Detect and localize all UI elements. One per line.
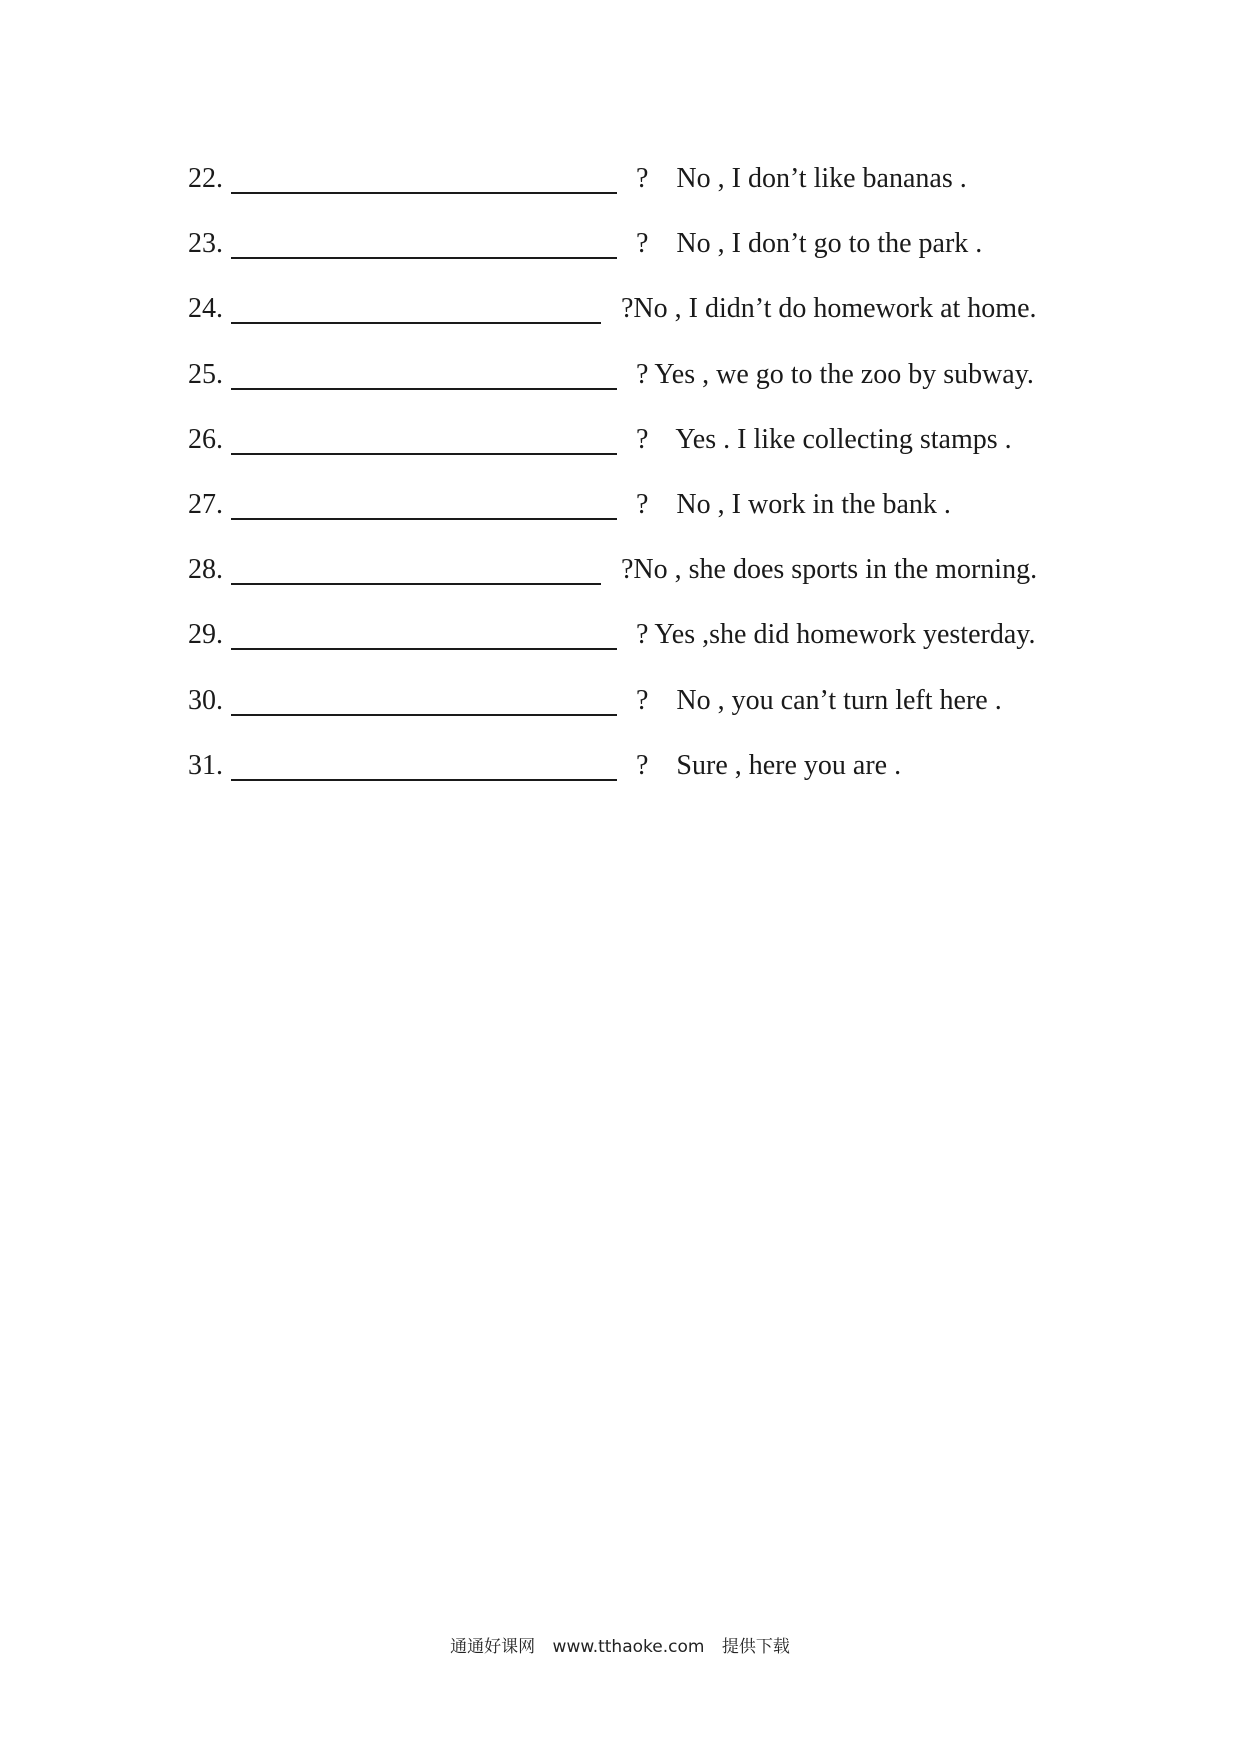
answer-blank[interactable]: [231, 192, 617, 194]
response-text: ? No , I don’t go to the park .: [636, 228, 983, 260]
question-number: 26.: [188, 423, 223, 455]
page-footer: [0, 1632, 1240, 1657]
answer-blank[interactable]: [231, 322, 601, 324]
response-text: ?No , I didn’t do homework at home.: [621, 293, 1037, 325]
answer-blank[interactable]: [231, 648, 617, 650]
answer-blank[interactable]: [231, 583, 601, 585]
question-number: 22.: [188, 163, 223, 194]
question-row: [188, 684, 1088, 749]
question-row: [188, 162, 1088, 227]
footer-site-name: 通通好课网: [450, 1637, 536, 1657]
question-row: [188, 553, 1088, 618]
response-text: ? Sure , here you are .: [636, 749, 902, 781]
response-text: ? No , I work in the bank .: [636, 488, 951, 520]
answer-blank[interactable]: [231, 453, 617, 455]
question-number: 24.: [188, 293, 223, 325]
question-row: [188, 749, 1088, 814]
question-number: 25.: [188, 358, 223, 390]
question-number: 31.: [188, 749, 223, 781]
question-number: 27.: [188, 488, 223, 520]
answer-blank[interactable]: [231, 257, 617, 259]
question-number: 28.: [188, 554, 223, 586]
question-number: 23.: [188, 228, 223, 260]
question-number: 30.: [188, 684, 223, 716]
question-row: [188, 292, 1088, 357]
answer-blank[interactable]: [231, 779, 617, 781]
response-text: ? No , you can’t turn left here .: [636, 684, 1002, 716]
question-row: [188, 618, 1088, 683]
question-row: [188, 488, 1088, 553]
question-row: [188, 423, 1088, 488]
response-text: ? Yes ,she did homework yesterday.: [636, 619, 1036, 651]
response-text: ? Yes , we go to the zoo by subway.: [636, 358, 1034, 390]
question-number: 29.: [188, 619, 223, 651]
question-list: [188, 162, 1088, 814]
response-text: ? Yes . I like collecting stamps .: [636, 423, 1012, 455]
response-text: ? No , I don’t like bananas .: [636, 163, 967, 194]
answer-blank[interactable]: [231, 714, 617, 716]
response-text: ?No , she does sports in the morning.: [621, 554, 1038, 586]
footer-note: 提供下载: [721, 1637, 790, 1657]
question-row: [188, 358, 1088, 423]
footer-url[interactable]: www.tthaoke.com: [552, 1637, 705, 1657]
question-row: [188, 227, 1088, 292]
answer-blank[interactable]: [231, 388, 617, 390]
answer-blank[interactable]: [231, 518, 617, 520]
